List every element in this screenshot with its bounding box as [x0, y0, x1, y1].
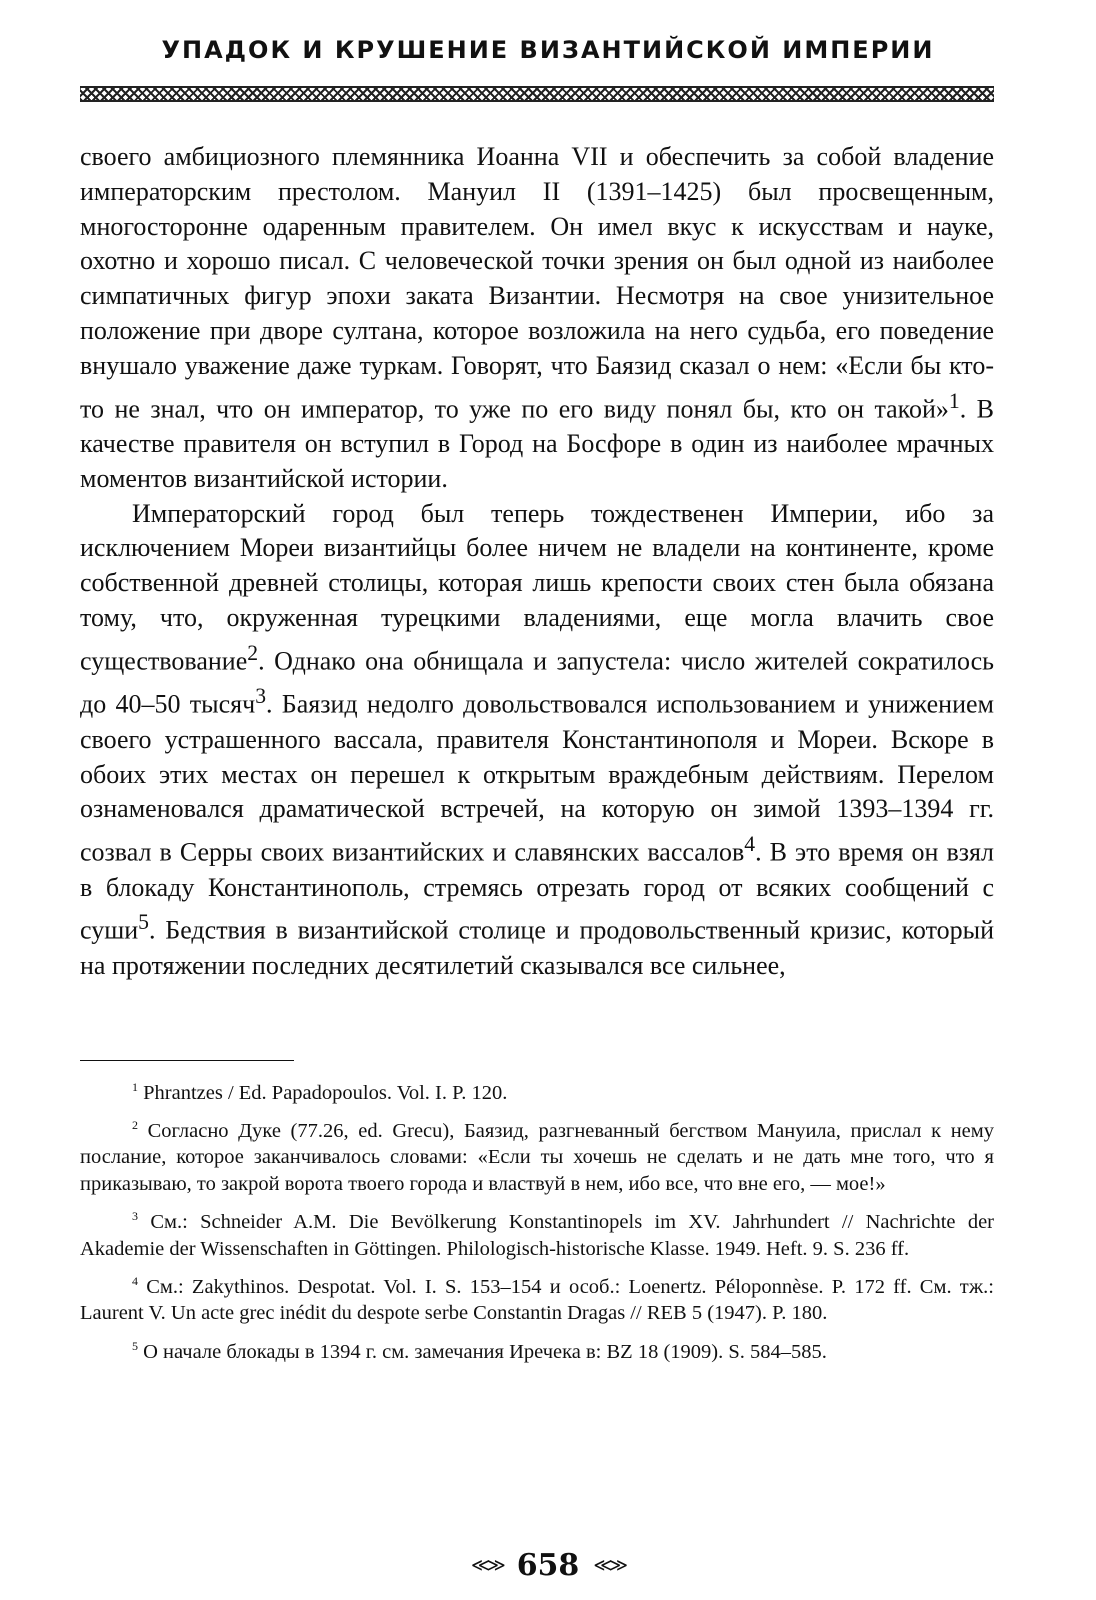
- footnote-5: [80, 1333, 994, 1365]
- footnotes: [80, 1074, 994, 1371]
- paragraph-1-text: своего амбициозного племянника Иоанна VII и обеспечить за собой владение императорским престолом. Мануил II (1391–1425) был просвещенным, многосторонне одаренным правителем. Он имел вкус к искусствам и науке, охотно и хорошо писал. С человеческой точки зрения он был одной из наиболее симпатичных фигур эпохи заката Византии. Несмотря на свое унизительное положение при дворе султана, которое возложила на него судьба, его поведение внушало уважение даже туркам. Говорят, что Баязид сказал о нем: «Если бы кто-то не знал, что он император, то уже по его виду понял бы, кто он такой»: [80, 142, 994, 424]
- footnote-separator: [80, 1060, 294, 1061]
- paragraph-2: [80, 497, 994, 984]
- footnote-text: См.: Zakythinos. Despotat. Vol. I. S. 153–154 и особ.: Loenertz. Péloponnèse. P. 172 ff. См. тж.: Laurent V. Un acte grec inédit du despote serbe Constantin Dragas // REB 5 (1947). P. 180.: [80, 1275, 994, 1325]
- footnote-number: 2: [132, 1118, 138, 1133]
- ornament-left-icon: ≪≫: [471, 1555, 503, 1576]
- page-footer: [0, 1548, 1096, 1583]
- footnote-number: 3: [132, 1209, 138, 1224]
- paragraph-2-part-c: . Баязид недолго довольствовался использованием и унижением своего устрашенного вассала, правителя Константинополя и Мореи. Вскоре в обоих этих местах он перешел к открытым враждебным действиям. Перелом ознаменовался драматической встречей, на которую он зимой 1393–1394 гг. созвал в Серры своих византийских и славянских вассалов: [80, 689, 994, 867]
- footnote-text: Согласно Дуке (77.26, ed. Grecu), Баязид, разгневанный бегством Мануила, прислал к нему послание, которое заканчивалось словами: «Если ты хочешь не сделать и не дать мне того, что я приказываю, то закрой ворота твоего города и властвуй в нем, ибо все, что вне его, — мое!»: [80, 1120, 994, 1195]
- footnote-number: 4: [132, 1273, 138, 1288]
- ornament-right-icon: ≪≫: [593, 1555, 625, 1576]
- main-text: [80, 140, 994, 984]
- paragraph-2-part-e: . Бедствия в византийской столице и продовольственный кризис, который на протяжении последних десятилетий сказывался все сильнее,: [80, 916, 994, 980]
- footnote-ref-2: 2: [247, 640, 259, 665]
- paragraph-1-end: . В качестве правителя он вступил в Город на Босфоре в один из наиболее мрачных моментов византийской истории.: [80, 394, 994, 493]
- paragraph-2-part-a: Императорский город был теперь тождественен Империи, ибо за исключением Мореи византийцы более ничем не владели на континенте, кроме собственной древней столицы, которая лишь крепости своих стен была обязана тому, что, окруженная турецкими владениями, еще могла влачить свое существование: [80, 498, 994, 676]
- footnote-ref-3: 3: [255, 684, 267, 709]
- footnote-ref-1: 1: [948, 388, 960, 413]
- footnote-4: [80, 1268, 994, 1327]
- page-number: 658: [516, 1548, 580, 1583]
- footnote-2: [80, 1112, 994, 1197]
- paragraph-2-part-d: . В это время он взял в блокаду Константинополь, стремясь отрезать город от всяких сообщений с суши: [80, 837, 994, 946]
- footnote-3: [80, 1203, 994, 1262]
- footnote-1: [80, 1074, 994, 1106]
- footnote-number: 5: [132, 1338, 138, 1353]
- footnote-ref-5: 5: [138, 910, 149, 935]
- footnote-text: См.: Schneider A.M. Die Bevölkerung Konstantinopels im XV. Jahrhundert // Nachrichte der Akademie der Wissenschaften in Göttingen. Philologisch-historische Klasse. 1949. Heft. 9. S. 236 ff.: [80, 1211, 995, 1260]
- paragraph-1: [80, 140, 994, 497]
- footnote-ref-4: 4: [744, 832, 756, 857]
- footnote-text: Phrantzes / Ed. Papadopoulos. Vol. I. P. 120.: [143, 1081, 508, 1104]
- footnote-number: 1: [132, 1080, 138, 1094]
- header-ornament-border: [80, 86, 994, 102]
- paragraph-2-part-b: . Однако она обнищала и запустела: число жителей сократилось до 40–50 тысяч: [80, 646, 994, 719]
- footnote-text: О начале блокады в 1394 г. см. замечания Иречека в: BZ 18 (1909). S. 584–585.: [143, 1340, 827, 1363]
- running-title: УПАДОК И КРУШЕНИЕ ВИЗАНТИЙСКОЙ ИМПЕРИИ: [161, 36, 935, 64]
